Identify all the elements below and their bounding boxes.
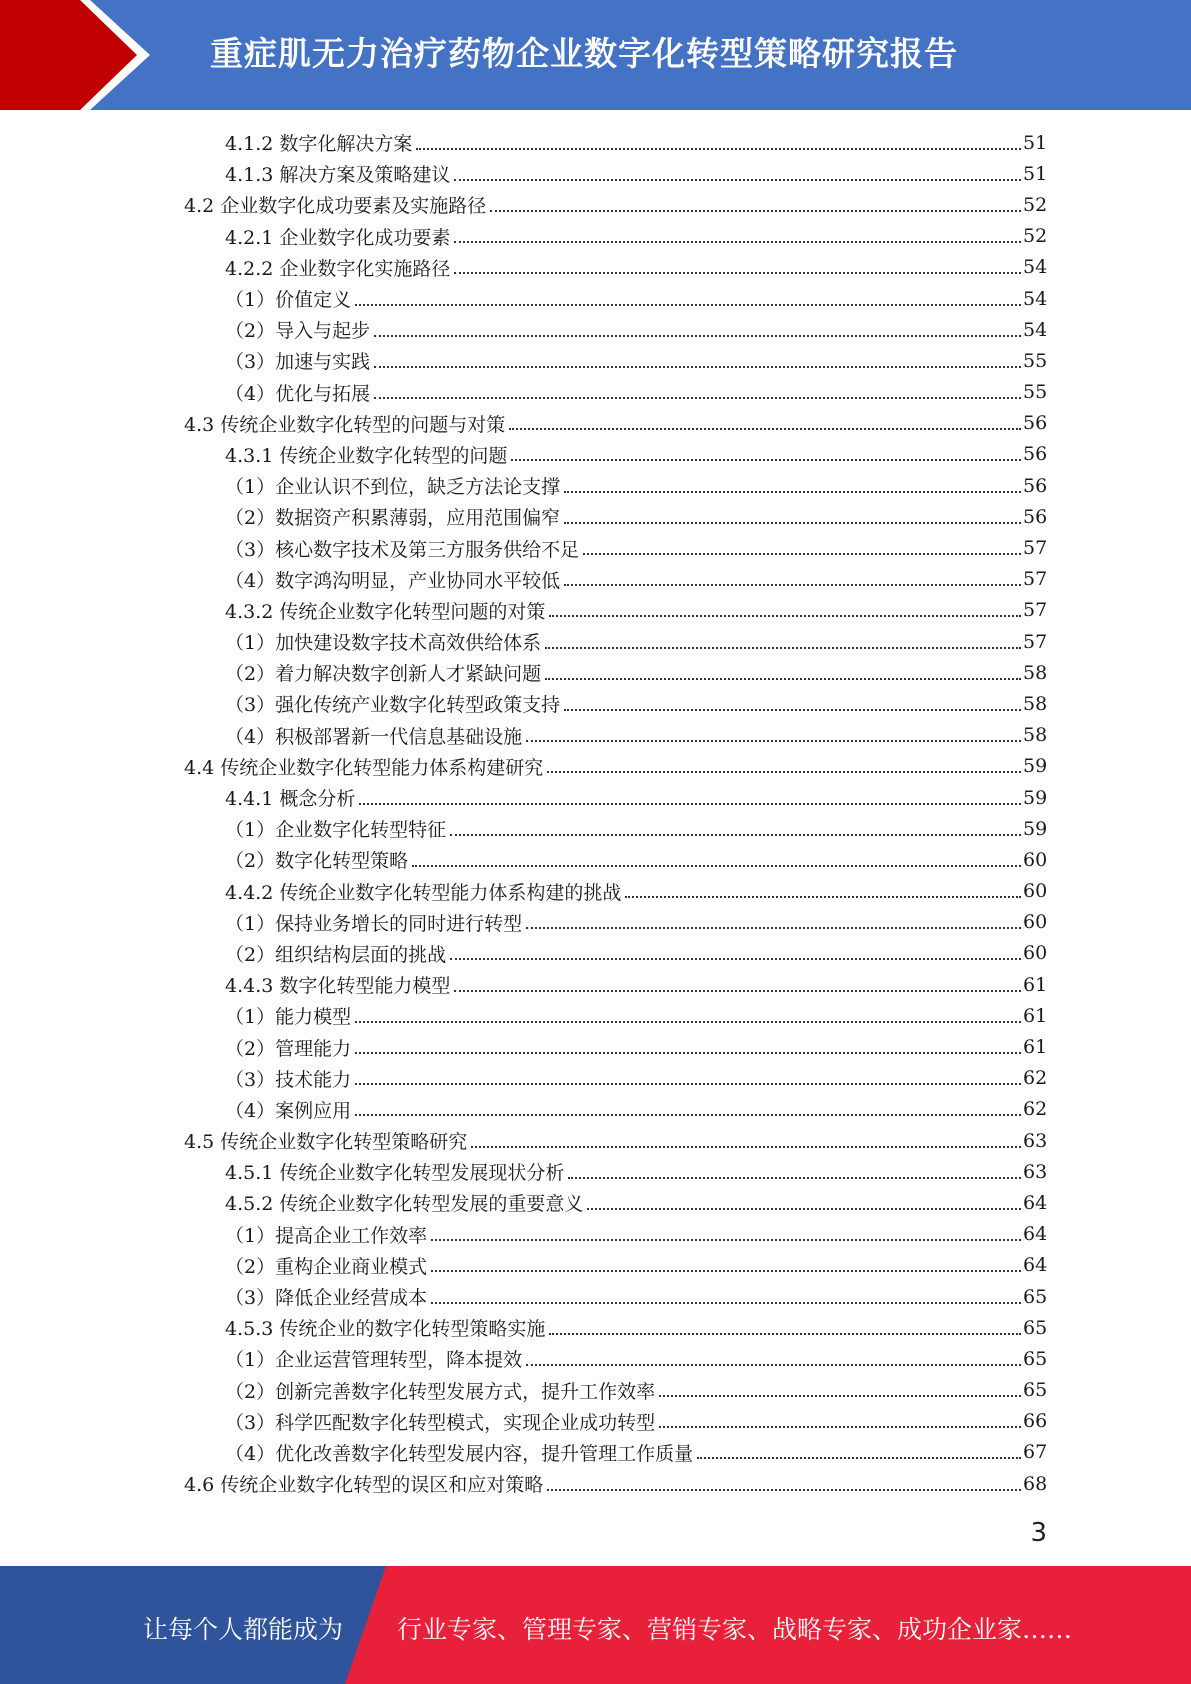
toc-entry-title: （1）能力模型 <box>225 1006 352 1029</box>
toc-entry-title: 4.1.3 解决方案及策略建议 <box>225 164 451 187</box>
toc-entry-title: （4）优化改善数字化转型发展内容，提升管理工作质量 <box>225 1442 694 1465</box>
toc-dot-leader <box>471 1146 1021 1148</box>
toc-dot-leader <box>431 1302 1021 1304</box>
toc-dot-leader <box>374 397 1021 399</box>
toc-dot-leader <box>509 428 1021 430</box>
toc-dot-leader <box>526 1364 1021 1366</box>
toc-dot-leader <box>450 958 1021 960</box>
toc-entry-title: （2）重构企业商业模式 <box>225 1255 428 1278</box>
toc-entry-page: 58 <box>1023 724 1048 747</box>
toc-entry[interactable] <box>225 657 1191 688</box>
toc-entry[interactable] <box>225 127 1191 158</box>
page-number: 3 <box>1030 1518 1047 1548</box>
toc-entry[interactable] <box>225 283 1191 314</box>
toc-entry-title: 4.2.2 企业数字化实施路径 <box>225 257 451 280</box>
page-header <box>0 0 1191 110</box>
toc-entry[interactable] <box>184 751 1191 782</box>
toc-entry-page: 55 <box>1023 349 1048 372</box>
toc-entry-page: 56 <box>1023 474 1048 497</box>
toc-dot-leader <box>526 927 1021 929</box>
toc-entry[interactable] <box>225 1031 1191 1062</box>
toc-dot-leader <box>454 990 1021 992</box>
toc-entry-title: （4）积极部署新一代信息基础设施 <box>225 725 523 748</box>
toc-entry-page: 58 <box>1023 661 1048 684</box>
toc-dot-leader <box>374 366 1021 368</box>
toc-entry-title: （3）技术能力 <box>225 1068 352 1091</box>
toc-entry[interactable] <box>225 720 1191 751</box>
toc-entry-title: （1）保持业务增长的同时进行转型 <box>225 912 523 935</box>
toc-entry-page: 57 <box>1023 599 1048 622</box>
toc-entry-title: （3）科学匹配数字化转型模式，实现企业成功转型 <box>225 1411 656 1434</box>
toc-entry-page: 62 <box>1023 1098 1048 1121</box>
toc-entry[interactable] <box>225 1343 1191 1374</box>
toc-entry-title: 4.4 传统企业数字化转型能力体系构建研究 <box>184 756 544 779</box>
toc-dot-leader <box>564 709 1021 711</box>
toc-entry-title: （3）核心数字技术及第三方服务供给不足 <box>225 538 580 561</box>
toc-entry[interactable] <box>225 938 1191 969</box>
toc-dot-leader <box>564 491 1021 493</box>
toc-entry-page: 64 <box>1023 1254 1048 1277</box>
toc-dot-leader <box>412 865 1021 867</box>
toc-dot-leader <box>545 678 1021 680</box>
toc-entry-title: 4.5.3 传统企业的数字化转型策略实施 <box>225 1318 546 1341</box>
toc-entry-title: 4.4.1 概念分析 <box>225 788 356 811</box>
toc-dot-leader <box>547 771 1021 773</box>
toc-entry-title: 4.4.3 数字化转型能力模型 <box>225 975 451 998</box>
toc-entry[interactable] <box>184 408 1191 439</box>
toc-entry-title: （3）加速与实践 <box>225 351 371 374</box>
toc-entry-page: 56 <box>1023 505 1048 528</box>
toc-entry-page: 67 <box>1023 1441 1048 1464</box>
toc-entry-title: 4.3.1 传统企业数字化转型的问题 <box>225 444 508 467</box>
toc-entry-title: （2）着力解决数字创新人才紧缺问题 <box>225 663 542 686</box>
toc-entry[interactable] <box>225 345 1191 376</box>
toc-entry-title: （1）企业运营管理转型，降本提效 <box>225 1349 523 1372</box>
toc-entry[interactable] <box>225 876 1191 907</box>
toc-dot-leader <box>416 148 1021 150</box>
toc-dot-leader <box>583 553 1021 555</box>
toc-entry-page: 66 <box>1023 1410 1048 1433</box>
toc-entry[interactable] <box>225 377 1191 408</box>
toc-entry-title: 4.5 传统企业数字化转型策略研究 <box>184 1131 468 1154</box>
toc-entry[interactable] <box>225 969 1191 1000</box>
toc-entry-page: 65 <box>1023 1285 1048 1308</box>
footer-slogan-left: 让每个人都能成为 <box>143 1615 344 1644</box>
toc-entry-title: 4.2 企业数字化成功要素及实施路径 <box>184 195 487 218</box>
toc-entry[interactable] <box>225 1312 1191 1343</box>
toc-entry-title: 4.6 传统企业数字化转型的误区和应对策略 <box>184 1474 544 1497</box>
toc-dot-leader <box>355 1083 1021 1085</box>
toc-entry-page: 51 <box>1023 162 1048 185</box>
toc-dot-leader <box>454 179 1021 181</box>
toc-entry[interactable] <box>225 1406 1191 1437</box>
toc-entry[interactable] <box>225 626 1191 657</box>
toc-entry-page: 55 <box>1023 381 1048 404</box>
toc-entry-page: 60 <box>1023 848 1048 871</box>
toc-entry[interactable] <box>184 189 1191 220</box>
toc-entry-page: 52 <box>1023 193 1048 216</box>
toc-dot-leader <box>587 1208 1021 1210</box>
toc-entry-title: （2）数据资产积累薄弱，应用范围偏窄 <box>225 507 561 530</box>
toc-dot-leader <box>450 834 1021 836</box>
toc-entry-page: 59 <box>1023 817 1048 840</box>
toc-entry-title: 4.3 传统企业数字化转型的问题与对策 <box>184 413 506 436</box>
toc-dot-leader <box>490 210 1021 212</box>
toc-entry-page: 61 <box>1023 1004 1048 1027</box>
toc-entry[interactable] <box>225 1219 1191 1250</box>
toc-entry[interactable] <box>225 1063 1191 1094</box>
toc-entry-page: 57 <box>1023 568 1048 591</box>
toc-entry[interactable] <box>225 1437 1191 1468</box>
toc-dot-leader <box>697 1457 1021 1459</box>
toc-entry[interactable] <box>225 221 1191 252</box>
toc-dot-leader <box>568 1177 1021 1179</box>
toc-entry-title: （2）导入与起步 <box>225 320 371 343</box>
toc-entry[interactable] <box>225 907 1191 938</box>
toc-entry[interactable] <box>225 564 1191 595</box>
toc-dot-leader <box>564 584 1021 586</box>
toc-entry-title: （1）企业认识不到位，缺乏方法论支撑 <box>225 476 561 499</box>
toc-dot-leader <box>659 1426 1021 1428</box>
toc-entry-page: 51 <box>1023 131 1048 154</box>
toc-entry-page: 64 <box>1023 1223 1048 1246</box>
toc-entry-title: （3）降低企业经营成本 <box>225 1287 428 1310</box>
toc-entry-page: 61 <box>1023 973 1048 996</box>
toc-entry[interactable] <box>225 158 1191 189</box>
toc-entry[interactable] <box>225 1156 1191 1187</box>
toc-entry-title: （1）加快建设数字技术高效供给体系 <box>225 632 542 655</box>
toc-entry[interactable] <box>225 688 1191 719</box>
toc-entry-title: （4）优化与拓展 <box>225 382 371 405</box>
toc-entry-page: 56 <box>1023 412 1048 435</box>
toc-entry-page: 59 <box>1023 755 1048 778</box>
toc-entry-title: 4.4.2 传统企业数字化转型能力体系构建的挑战 <box>225 881 622 904</box>
toc-dot-leader <box>564 522 1021 524</box>
toc-dot-leader <box>359 803 1021 805</box>
footer-slogan-right: 行业专家、管理专家、营销专家、战略专家、成功企业家…… <box>397 1615 1073 1644</box>
toc-entry[interactable] <box>225 782 1191 813</box>
toc-entry-page: 63 <box>1023 1129 1048 1152</box>
toc-dot-leader <box>511 459 1021 461</box>
toc-entry[interactable] <box>225 1094 1191 1125</box>
toc-dot-leader <box>374 335 1021 337</box>
toc-entry-page: 63 <box>1023 1160 1048 1183</box>
toc-dot-leader <box>355 304 1021 306</box>
toc-entry-page: 54 <box>1023 287 1048 310</box>
table-of-contents <box>0 127 1191 1499</box>
toc-entry-title: （4）案例应用 <box>225 1099 352 1122</box>
toc-entry-title: （4）数字鸿沟明显，产业协同水平较低 <box>225 569 561 592</box>
toc-entry-title: （1）价值定义 <box>225 289 352 312</box>
toc-dot-leader <box>547 1489 1021 1491</box>
toc-entry[interactable] <box>225 314 1191 345</box>
toc-entry[interactable] <box>225 1000 1191 1031</box>
toc-dot-leader <box>549 615 1021 617</box>
toc-entry[interactable] <box>225 1375 1191 1406</box>
page-footer <box>0 1566 1191 1684</box>
toc-entry-page: 68 <box>1023 1472 1048 1495</box>
toc-dot-leader <box>431 1239 1021 1241</box>
toc-entry[interactable] <box>225 501 1191 532</box>
toc-dot-leader <box>355 1052 1021 1054</box>
toc-entry[interactable] <box>225 1187 1191 1218</box>
toc-entry-page: 65 <box>1023 1316 1048 1339</box>
toc-entry-page: 62 <box>1023 1067 1048 1090</box>
toc-entry-page: 64 <box>1023 1191 1048 1214</box>
report-title: 重症肌无力治疗药物企业数字化转型策略研究报告 <box>210 34 958 73</box>
toc-entry-title: （2）创新完善数字化转型发展方式，提升工作效率 <box>225 1380 656 1403</box>
toc-entry-page: 52 <box>1023 225 1048 248</box>
toc-entry-title: （1）提高企业工作效率 <box>225 1224 428 1247</box>
toc-dot-leader <box>355 1021 1021 1023</box>
toc-entry-page: 54 <box>1023 318 1048 341</box>
toc-entry-page: 60 <box>1023 911 1048 934</box>
toc-entry-title: （2）数字化转型策略 <box>225 850 409 873</box>
toc-dot-leader <box>545 647 1021 649</box>
toc-entry-title: （2）组织结构层面的挑战 <box>225 943 447 966</box>
toc-entry-page: 56 <box>1023 443 1048 466</box>
toc-entry-page: 54 <box>1023 256 1048 279</box>
toc-entry-page: 57 <box>1023 537 1048 560</box>
toc-dot-leader <box>454 241 1021 243</box>
toc-entry[interactable] <box>225 439 1191 470</box>
toc-entry-page: 65 <box>1023 1347 1048 1370</box>
toc-dot-leader <box>625 896 1021 898</box>
toc-entry-title: （3）强化传统产业数字化转型政策支持 <box>225 694 561 717</box>
toc-dot-leader <box>454 272 1021 274</box>
toc-entry[interactable] <box>184 1125 1191 1156</box>
toc-dot-leader <box>526 740 1021 742</box>
toc-entry-title: 4.5.1 传统企业数字化转型发展现状分析 <box>225 1162 565 1185</box>
toc-entry-page: 60 <box>1023 880 1048 903</box>
toc-entry[interactable] <box>225 813 1191 844</box>
toc-entry-page: 65 <box>1023 1379 1048 1402</box>
toc-entry-title: 4.1.2 数字化解决方案 <box>225 133 413 156</box>
toc-entry-page: 57 <box>1023 630 1048 653</box>
toc-entry-page: 59 <box>1023 786 1048 809</box>
toc-entry[interactable] <box>225 470 1191 501</box>
toc-entry[interactable] <box>225 595 1191 626</box>
toc-dot-leader <box>431 1270 1021 1272</box>
toc-entry-page: 58 <box>1023 692 1048 715</box>
toc-entry[interactable] <box>225 1250 1191 1281</box>
toc-entry-page: 60 <box>1023 942 1048 965</box>
toc-entry-title: 4.3.2 传统企业数字化转型问题的对策 <box>225 600 546 623</box>
toc-dot-leader <box>355 1114 1021 1116</box>
header-chevron-icon <box>0 0 160 110</box>
toc-entry[interactable] <box>225 844 1191 875</box>
toc-entry[interactable] <box>225 1281 1191 1312</box>
toc-entry[interactable] <box>184 1468 1191 1499</box>
toc-entry-page: 61 <box>1023 1036 1048 1059</box>
toc-entry-title: （1）企业数字化转型特征 <box>225 819 447 842</box>
toc-entry-title: 4.2.1 企业数字化成功要素 <box>225 226 451 249</box>
toc-entry-title: （2）管理能力 <box>225 1037 352 1060</box>
toc-dot-leader <box>659 1395 1021 1397</box>
toc-entry[interactable] <box>225 252 1191 283</box>
toc-dot-leader <box>549 1333 1021 1335</box>
toc-entry[interactable] <box>225 532 1191 563</box>
toc-entry-title: 4.5.2 传统企业数字化转型发展的重要意义 <box>225 1193 584 1216</box>
